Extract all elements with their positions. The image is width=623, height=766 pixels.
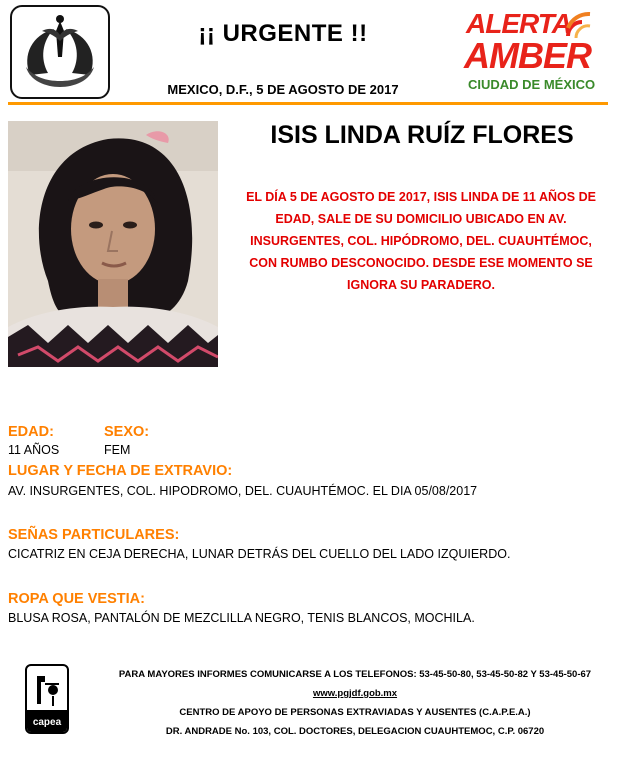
sex-label: SEXO:: [104, 424, 150, 440]
age-label: EDAD:: [8, 424, 54, 440]
amber-logo-line3: CIUDAD DE MÉXICO: [468, 77, 596, 92]
footer-website-link[interactable]: www.pgjdf.gob.mx: [312, 688, 398, 699]
place-date-value: AV. INSURGENTES, COL. HIPODROMO, DEL. CUAUHTÉMOC. EL DIA 05/08/2017: [8, 484, 478, 498]
footer-organization: CENTRO DE APOYO DE PERSONAS EXTRAVIADAS Y AUSENTES (C.A.P.E.A.): [179, 707, 531, 718]
alerta-amber-logo: [460, 6, 610, 98]
capea-logo: [25, 664, 69, 734]
incident-description: EL DÍA 5 DE AGOSTO DE 2017, ISIS LINDA DE 11 AÑOS DE EDAD, SALE DE SU DOMICILIO UBICADO EN AV. INSURGENTES, COL. HIPÓDROMO, DEL. CUAUHTÉMOC, CON RUMBO DESCONOCIDO. DESDE ESE MOMENTO SE IGNORA SU PARADERO.: [246, 190, 596, 292]
capea-logo-text: capea: [32, 717, 62, 728]
distinguishing-marks-label: SEÑAS PARTICULARES:: [8, 527, 180, 543]
person-name: ISIS LINDA RUÍZ FLORES: [270, 121, 574, 149]
amber-logo-line1: ALERTA: [466, 8, 571, 39]
header-divider: [8, 102, 608, 105]
age-value: 11 AÑOS: [8, 443, 60, 457]
sex-value: FEM: [104, 443, 131, 457]
clothing-label: ROPA QUE VESTIA:: [8, 591, 145, 607]
footer-contact-block: [90, 665, 620, 741]
place-date-label: LUGAR Y FECHA DE EXTRAVIO:: [8, 463, 233, 479]
dateline: MEXICO, D.F., 5 DE AGOSTO DE 2017: [167, 82, 399, 97]
missing-person-photo: [8, 121, 218, 367]
distinguishing-marks-value: CICATRIZ EN CEJA DERECHA, LUNAR DETRÁS DEL CUELLO DEL LADO IZQUIERDO.: [8, 547, 511, 561]
footer-address: DR. ANDRADE No. 103, COL. DOCTORES, DELEGACION CUAUHTEMOC, C.P. 06720: [165, 726, 545, 737]
urgent-heading: ¡¡ URGENTE !!: [198, 20, 368, 47]
portrait-image: [8, 121, 218, 367]
amber-logo-line2: AMBER: [464, 35, 591, 76]
footer-phones: PARA MAYORES INFORMES COMUNICARSE A LOS TELEFONOS: 53-45-50-80, 53-45-50-82 Y 53-45-50-67: [118, 669, 592, 680]
capea-figure-icon: [31, 670, 65, 710]
clothing-value: BLUSA ROSA, PANTALÓN DE MEZCLILLA NEGRO, TENIS BLANCOS, MOCHILA.: [8, 611, 475, 625]
